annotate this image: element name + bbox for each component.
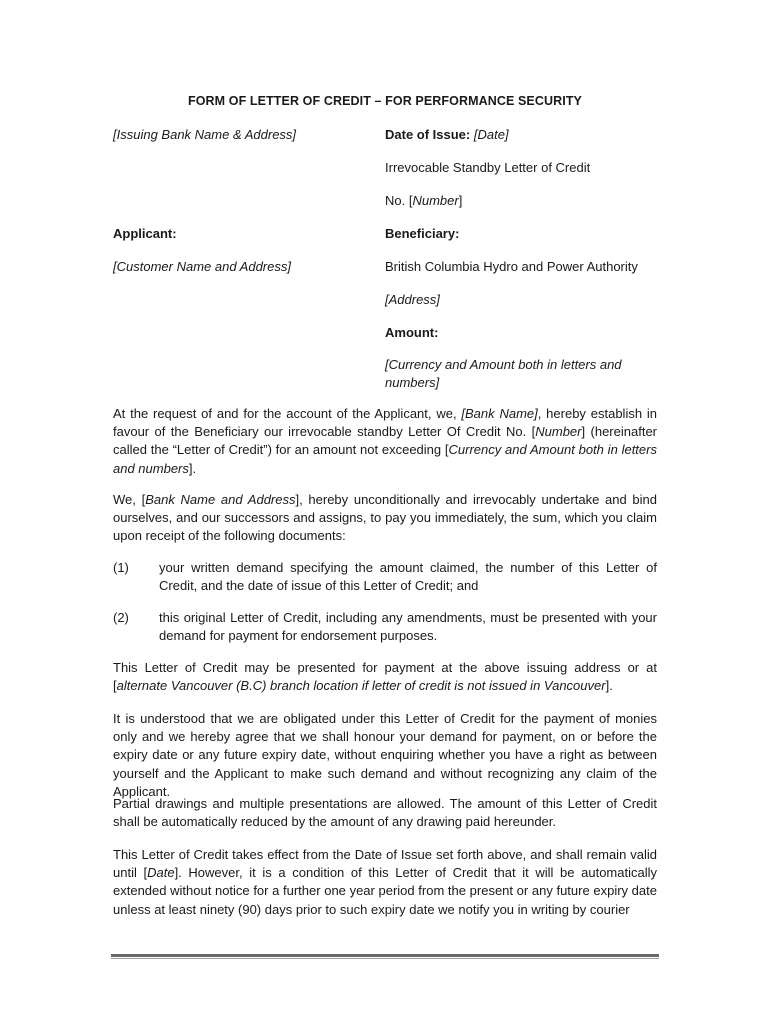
applicant-value (113, 258, 291, 276)
p1-number: Number (535, 424, 582, 440)
beneficiary-label: Beneficiary: (385, 226, 460, 241)
p3-text-c: ]. (605, 678, 613, 694)
p3-alternate-branch: alternate Vancouver (B.C) branch location if letter of credit is not issued in Vancouver (116, 678, 606, 694)
applicant-label: Applicant: (113, 226, 177, 241)
beneficiary-address (385, 291, 440, 309)
p2-bank-name-address: Bank Name and Address (145, 492, 296, 507)
item-1-text: your written demand specifying the amount claimed, the number of this Letter of Credit, and the date of issue of this Letter of Credit; and (159, 560, 657, 594)
p6-text-c: ]. However, it is a condition of this Letter of Credit that it will be automatically extended without notice for a further one year period from the present or any future expiry date unless at least ninety (90) days prior to such expiry date we notify you in writing by courier (113, 865, 657, 917)
applicant-value-text: [Customer Name and Address] (113, 259, 291, 274)
amount-label: Amount: (385, 325, 439, 340)
p1-text-e: ] (hereinafter called the “Letter of Credit”) for an amount not exceeding [ (113, 424, 657, 458)
date-label: Date of Issue: (385, 127, 471, 142)
paragraph-undertaking (113, 491, 657, 546)
amount-value-line2 (385, 374, 439, 392)
lc-type: Irrevocable Standby Letter of Credit (385, 160, 591, 175)
issuing-bank-text: [Issuing Bank Name & Address] (113, 127, 297, 142)
date-of-issue (385, 126, 509, 144)
date-value: [Date] (473, 127, 509, 142)
item-2-text: this original Letter of Credit, including any amendments, must be presented with your demand for payment for endorsement purposes. (159, 610, 657, 644)
paragraph-presentation (113, 659, 657, 695)
amount-value-line1 (385, 356, 622, 374)
paragraph-obligation: It is understood that we are obligated under this Letter of Credit for the payment of monies only and we hereby agree that we shall honour your demand for payment, on or before the expiry date or any future expiry date, without enquiring whether you have a right as between yourself and the Applicant to make such demand and without recognizing any claim of the Applicant. (113, 711, 657, 799)
beneficiary-name: British Columbia Hydro and Power Authority (385, 259, 638, 274)
paragraph-partial-drawings: Partial drawings and multiple presentations are allowed. The amount of this Letter of Credit shall be automatically reduced by the amount of any drawing paid hereunder. (113, 796, 657, 830)
paragraph-validity (113, 846, 657, 919)
beneficiary-address-text: [Address] (385, 292, 440, 307)
p1-text-a: At the request of and for the account of the Applicant, we, (113, 406, 462, 421)
p3-text-a: This Letter of Credit may be presented for payment at the above issuing address or at [ (113, 660, 657, 694)
p6-text-a: This Letter of Credit takes effect from the Date of Issue set forth above, and shall remain valid until [ (113, 847, 657, 881)
p1-amount: Currency and Amount both in letters and numbers (113, 442, 657, 476)
item-2-number: (2) (113, 610, 129, 625)
lc-number-prefix: No. [ (385, 193, 413, 208)
amount-value-line1-text: [Currency and Amount both in letters and (385, 357, 622, 372)
issuing-bank-placeholder (113, 126, 296, 144)
p6-date: Date (147, 865, 175, 881)
lc-number-value: Number (412, 193, 459, 208)
p1-text-c: , hereby establish in favour of the Beneficiary our irrevocable standby Letter Of Credit No. [ (113, 406, 657, 440)
lc-number-suffix: ] (458, 193, 463, 208)
p2-text-a: We, [ (113, 492, 146, 507)
p2-text-c: ], hereby unconditionally and irrevocably undertake and bind ourselves, and our successors and assigns, to pay you immediately, the sum, which you claim upon receipt of the following documents: (113, 492, 657, 544)
amount-value-line2-text: numbers] (385, 375, 440, 390)
footer-divider (111, 954, 659, 959)
document-title: FORM OF LETTER OF CREDIT – FOR PERFORMANCE SECURITY (188, 94, 582, 108)
item-1-number: (1) (113, 560, 129, 575)
p1-bank-name: [Bank Name] (461, 406, 538, 421)
lc-number (385, 192, 462, 210)
p1-text-g: ]. (188, 460, 197, 476)
paragraph-establishment (113, 405, 657, 478)
